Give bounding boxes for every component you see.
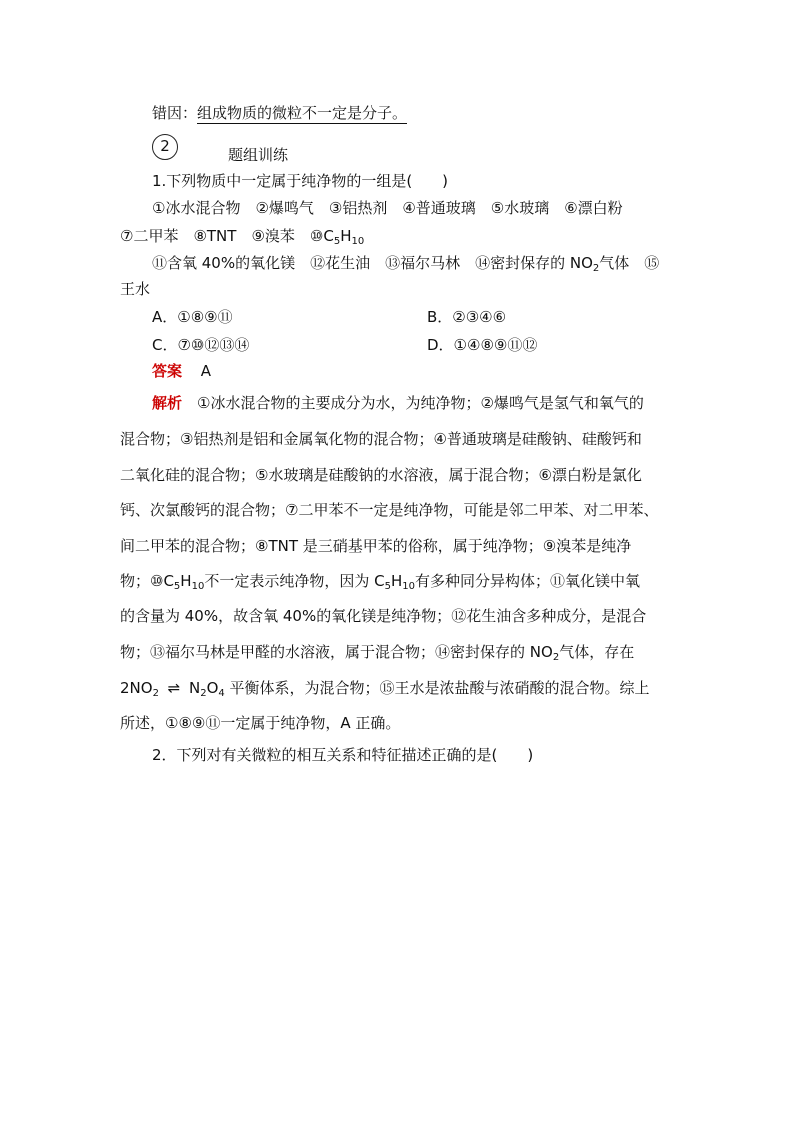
explanation-line-9 [120, 677, 650, 699]
explanation-text: 物；⑬福尔马林是甲醛的水溶液，属于混合物；⑭密封保存的 NO [120, 643, 553, 661]
error-reason-line [152, 103, 407, 123]
explanation-line-10: 所述，①⑧⑨⑪一定属于纯净物，A 正确。 [120, 714, 401, 732]
explanation-text: 物；⑩C [120, 572, 174, 590]
section-number-badge: 2 [152, 134, 178, 160]
explanation-text: 平衡体系，为混合物；⑮王水是浓盐酸与浓硝酸的混合物。综上 [224, 679, 650, 697]
explanation-line-6 [120, 570, 640, 592]
section-title: 题组训练 [228, 146, 289, 164]
subscript: 10 [351, 236, 365, 247]
explanation-line-1 [152, 392, 644, 413]
error-reason-label: 错因： [152, 104, 198, 122]
question-1-items-line-4: 王水 [120, 280, 151, 298]
explanation-text: 有多种同分异构体；⑪氧化镁中氧 [414, 572, 640, 590]
items-line-2-h: H [340, 227, 352, 245]
question-1-items-line-2 [120, 226, 364, 252]
question-1-items-line-3 [152, 253, 659, 279]
explanation-text: 2NO [120, 679, 153, 697]
items-line-3-suffix: 气体 ⑮ [599, 254, 660, 272]
equilibrium-arrow-icon: ⇌ [167, 679, 181, 697]
explanation-text: N [188, 679, 201, 697]
subscript: 10 [402, 581, 415, 592]
question-2-stem: 2．下列对有关微粒的相互关系和特征描述正确的是( ) [152, 746, 534, 764]
subscript: 5 [173, 581, 181, 592]
subscript: 5 [384, 581, 391, 592]
items-line-2-text: ⑦二甲苯 ⑧TNT ⑨溴苯 ⑩C [120, 227, 334, 245]
explanation-text: ①冰水混合物的主要成分为水，为纯净物；②爆鸣气是氢气和氧气的 [197, 394, 644, 412]
explanation-text: O [206, 679, 219, 697]
explanation-text: 不一定表示纯净物，因为 C [204, 572, 385, 590]
option-c: C．⑦⑩⑫⑬⑭ [152, 336, 250, 354]
explanation-line-4: 钙、次氯酸钙的混合物；⑦二甲苯不一定是纯净物，可能是邻二甲苯、对二甲苯、 [120, 501, 659, 519]
items-line-3-text: ⑪含氧 40%的氧化镁 ⑫花生油 ⑬福尔马林 ⑭密封保存的 NO [152, 254, 593, 272]
option-b: B．②③④⑥ [427, 308, 507, 326]
explanation-line-7: 的含量为 40%，故含氧 40%的氧化镁是纯净物；⑫花生油含多种成分，是混合 [120, 607, 647, 625]
subscript: 10 [191, 581, 205, 592]
subscript: 2 [152, 688, 159, 699]
option-a: A．①⑧⑨⑪ [152, 308, 233, 326]
subscript: 2 [552, 652, 560, 663]
subscript: 2 [200, 688, 207, 699]
option-d: D．①④⑧⑨⑪⑫ [427, 336, 538, 354]
explanation-line-3: 二氧化硅的混合物；⑤水玻璃是硅酸钠的水溶液，属于混合物；⑥漂白粉是氯化 [120, 466, 642, 484]
explanation-label: 解析 [152, 394, 183, 412]
explanation-line-5: 间二甲苯的混合物；⑧TNT 是三硝基甲苯的俗称，属于纯净物；⑨溴苯是纯净 [120, 537, 632, 555]
error-reason-text: 组成物质的微粒不一定是分子。 [197, 104, 408, 122]
explanation-text: 气体，存在 [559, 643, 635, 661]
subscript: 4 [218, 688, 225, 699]
answer-label: 答案 [152, 362, 183, 380]
explanation-line-8 [120, 641, 634, 663]
explanation-text: H [180, 572, 192, 590]
answer-line [152, 361, 211, 381]
subscript: 2 [592, 263, 600, 274]
question-1-stem: 1.下列物质中一定属于纯净物的一组是( ) [152, 172, 449, 190]
answer-value: A [200, 362, 212, 380]
question-1-items-line-1: ①冰水混合物 ②爆鸣气 ③铝热剂 ④普通玻璃 ⑤水玻璃 ⑥漂白粉 [152, 199, 623, 217]
explanation-line-2: 混合物；③铝热剂是铝和金属氧化物的混合物；④普通玻璃是硅酸钠、硅酸钙和 [120, 430, 642, 448]
subscript: 5 [333, 236, 341, 247]
explanation-text: H [390, 572, 403, 590]
